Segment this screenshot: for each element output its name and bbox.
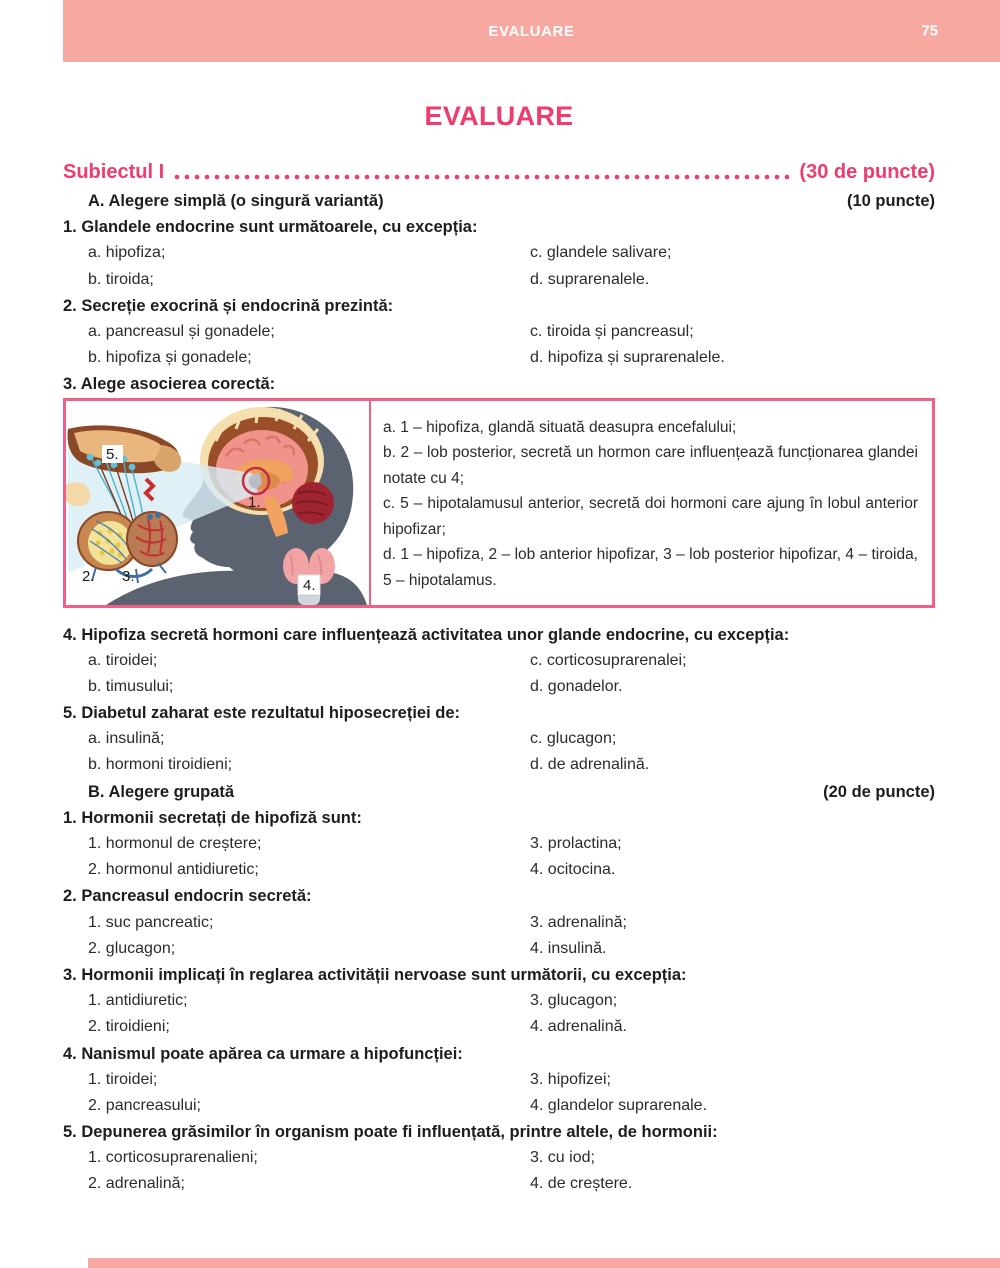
option-b: b. hormoni tiroidieni; bbox=[88, 756, 233, 774]
figure-label-1: 1. bbox=[248, 493, 261, 511]
a-q1-options-row-2 bbox=[63, 267, 935, 293]
subject-points: (30 de puncte) bbox=[799, 161, 935, 183]
option-d: d. de adrenalină. bbox=[530, 756, 650, 774]
option-4: 4. de creștere. bbox=[530, 1175, 633, 1193]
option-4: 4. ocitocina. bbox=[530, 861, 616, 879]
option-3: 3. adrenalină; bbox=[530, 913, 627, 931]
a-q4-options-row-1 bbox=[63, 648, 935, 674]
b-q4-options-row-2 bbox=[63, 1093, 935, 1119]
option-c: c. glandele salivare; bbox=[530, 244, 672, 262]
b-q5-options-row-2 bbox=[63, 1171, 935, 1197]
question3-figure bbox=[63, 398, 935, 608]
option-c: c. glucagon; bbox=[530, 730, 617, 748]
section-a-points: (10 puncte) bbox=[846, 192, 935, 210]
running-title: EVALUARE bbox=[488, 22, 575, 40]
b-question-5: 5. Depunerea grăsimilor în organism poate fi influențată, printre altele, de hormonii: bbox=[63, 1123, 718, 1142]
a-q1-options-row-1 bbox=[63, 240, 935, 266]
page-title: EVALUARE bbox=[424, 101, 574, 131]
option-c: c. tiroida și pancreasul; bbox=[530, 322, 694, 340]
figure-answer-c: c. 5 – hipotalamusul anterior, secretă doi hormoni care ajung în lobul anterior hipofizar; bbox=[383, 495, 918, 538]
a-question-4: 4. Hipofiza secretă hormoni care influențează activitatea unor glande endocrine, cu excepția: bbox=[63, 625, 790, 644]
section-b-title: B. Alegere grupată bbox=[88, 782, 235, 801]
a-q5-options-row-1 bbox=[63, 726, 935, 752]
option-b: b. tiroida; bbox=[88, 270, 154, 288]
dotted-leader bbox=[172, 174, 793, 180]
page-header-band bbox=[63, 0, 1000, 62]
b-q5-options-row-1 bbox=[63, 1145, 935, 1171]
figure-answer-a: a. 1 – hipofiza, glandă situată deasupra encefalului; bbox=[383, 418, 737, 436]
option-c: c. corticosuprarenalei; bbox=[530, 651, 687, 669]
option-2: 2. hormonul antidiuretic; bbox=[88, 861, 259, 879]
option-2: 2. adrenalină; bbox=[88, 1175, 185, 1193]
page-number: 75 bbox=[921, 22, 938, 40]
option-2: 2. pancreasului; bbox=[88, 1096, 201, 1114]
option-2: 2. glucagon; bbox=[88, 939, 176, 957]
a-question-5: 5. Diabetul zaharat este rezultatul hiposecreției de: bbox=[63, 704, 461, 723]
option-1: 1. tiroidei; bbox=[88, 1070, 158, 1088]
b-q1-options-row-2 bbox=[63, 857, 935, 883]
a-q5-options-row-2 bbox=[63, 752, 935, 778]
figure-illustration-cell bbox=[66, 401, 371, 605]
figure-answers-cell bbox=[371, 401, 932, 605]
option-3: 3. glucagon; bbox=[530, 992, 618, 1010]
a-question-2: 2. Secreție exocrină și endocrină prezintă: bbox=[63, 296, 394, 315]
option-1: 1. antidiuretic; bbox=[88, 992, 188, 1010]
a-q2-options-row-2 bbox=[63, 345, 935, 371]
a-q4-options-row-2 bbox=[63, 674, 935, 700]
option-4: 4. adrenalină. bbox=[530, 1018, 627, 1036]
option-a: a. hipofiza; bbox=[88, 244, 166, 262]
option-a: a. insulină; bbox=[88, 730, 165, 748]
b-q4-options-row-1 bbox=[63, 1067, 935, 1093]
section-b-points: (20 de puncte) bbox=[823, 782, 935, 801]
subject-label: Subiectul I bbox=[63, 161, 165, 183]
option-b: b. timusului; bbox=[88, 677, 174, 695]
b-q2-options-row-2 bbox=[63, 936, 935, 962]
figure-label-2: 2. bbox=[82, 567, 95, 585]
option-1: 1. hormonul de creștere; bbox=[88, 835, 262, 852]
figure-label-5: 5. bbox=[106, 445, 119, 463]
a-question-1: 1. Glandele endocrine sunt următoarele, cu excepția: bbox=[63, 218, 478, 237]
option-d: d. hipofiza și suprarenalele. bbox=[530, 349, 725, 367]
a-q2-options-row-1 bbox=[63, 319, 935, 345]
option-3: 3. cu iod; bbox=[530, 1149, 595, 1167]
b-q1-options-row-1 bbox=[63, 831, 935, 857]
b-question-2: 2. Pancreasul endocrin secretă: bbox=[63, 887, 312, 906]
option-2: 2. tiroidieni; bbox=[88, 1018, 170, 1036]
subject-line bbox=[63, 161, 935, 184]
option-d: d. gonadelor. bbox=[530, 677, 623, 695]
option-4: 4. insulină. bbox=[530, 939, 607, 957]
figure-answer-d: d. 1 – hipofiza, 2 – lob anterior hipofizar, 3 – lob posterior hipofizar, 4 – tiroida, 5 – hipotalamus. bbox=[383, 546, 918, 589]
b-q3-options-row-2 bbox=[63, 1014, 935, 1040]
figure-label-3: 3. bbox=[122, 567, 135, 585]
option-b: b. hipofiza și gonadele; bbox=[88, 349, 252, 367]
option-4: 4. glandelor suprarenale. bbox=[530, 1096, 708, 1114]
questions-stack bbox=[63, 188, 935, 1198]
option-a: a. pancreasul și gonadele; bbox=[88, 322, 275, 340]
page-footer-band bbox=[88, 1258, 1000, 1268]
figure-answer-b: b. 2 – lob posterior, secretă un hormon care influențează funcționarea glandei notate cu 4; bbox=[383, 444, 918, 487]
endocrine-system-illustration bbox=[66, 401, 367, 605]
option-1: 1. suc pancreatic; bbox=[88, 913, 214, 931]
b-question-1: 1. Hormonii secretați de hipofiză sunt: bbox=[63, 808, 362, 827]
section-a-heading bbox=[63, 188, 935, 214]
section-b-heading bbox=[63, 779, 935, 805]
figure-label-4: 4. bbox=[303, 576, 316, 594]
b-question-3: 3. Hormonii implicați în reglarea activității nervoase sunt următorii, cu excepția: bbox=[63, 965, 687, 984]
option-1: 1. corticosuprarenalieni; bbox=[88, 1149, 258, 1167]
b-q2-options-row-1 bbox=[63, 910, 935, 936]
b-question-4: 4. Nanismul poate apărea ca urmare a hipofuncției: bbox=[63, 1044, 463, 1063]
option-3: 3. prolactina; bbox=[530, 835, 622, 852]
b-q3-options-row-1 bbox=[63, 988, 935, 1014]
option-3: 3. hipofizei; bbox=[530, 1070, 611, 1088]
option-d: d. suprarenalele. bbox=[530, 270, 650, 288]
a-question-3: 3. Alege asocierea corectă: bbox=[63, 375, 276, 394]
section-a-title: A. Alegere simplă (o singură variantă) bbox=[88, 192, 384, 210]
option-a: a. tiroidei; bbox=[88, 651, 158, 669]
